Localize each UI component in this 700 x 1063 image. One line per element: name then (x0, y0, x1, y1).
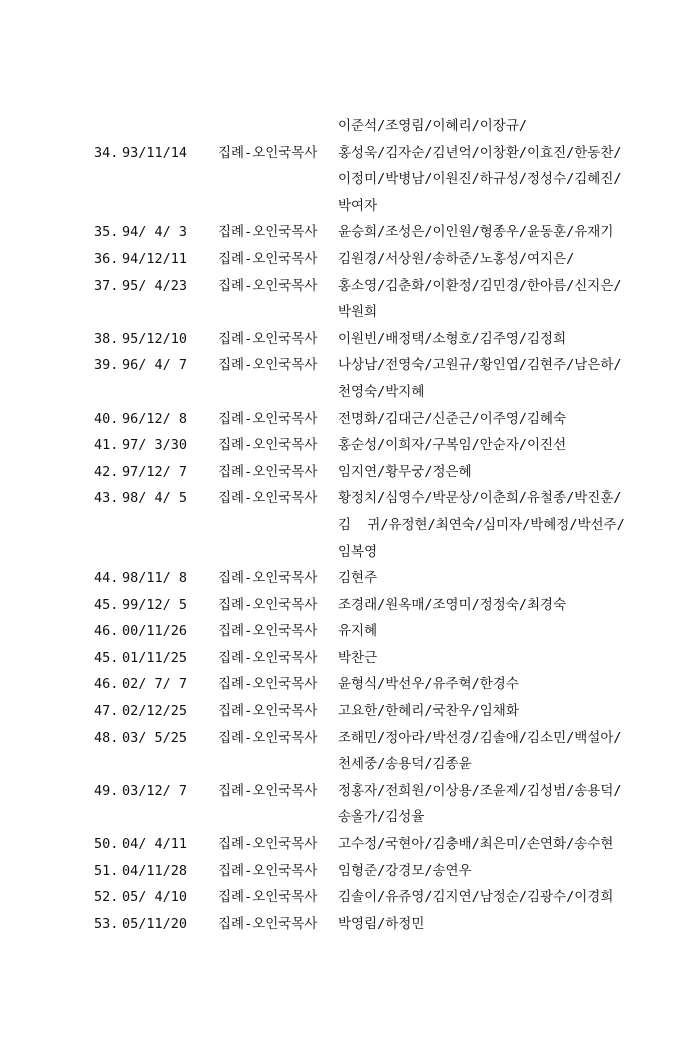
names-line: 홍성욱/김자순/김년억/이창환/이효진/한동찬/ (338, 144, 622, 161)
entry-names (338, 831, 684, 858)
entry-officiant: 집례-오인국목사 (218, 330, 318, 347)
record-entry (94, 911, 684, 938)
entry-number: 50. (94, 836, 119, 853)
record-entry (94, 831, 684, 858)
entry-names (338, 671, 684, 698)
entry-names (338, 432, 684, 459)
entry-date: 02/ 7/ 7 (122, 676, 188, 693)
entry-date: 04/11/28 (122, 862, 188, 879)
entry-date: 03/12/ 7 (122, 782, 188, 799)
record-entry (94, 778, 684, 831)
entry-officiant: 집례-오인국목사 (218, 437, 318, 454)
record-entry (94, 326, 684, 353)
record-entry (94, 113, 684, 140)
names-line: 유지혜 (338, 623, 378, 640)
entry-date: 03/ 5/25 (122, 729, 188, 746)
entry-officiant: 집례-오인국목사 (218, 836, 318, 853)
entry-number: 38. (94, 330, 119, 347)
entry-number: 41. (94, 437, 119, 454)
record-entry (94, 858, 684, 885)
entry-officiant: 집례-오인국목사 (218, 250, 318, 267)
entry-number: 51. (94, 862, 119, 879)
record-entry (94, 698, 684, 725)
entry-officiant: 집례-오인국목사 (218, 676, 318, 693)
entry-officiant: 집례-오인국목사 (218, 596, 318, 613)
entry-names (338, 406, 684, 433)
entry-officiant: 집례-오인국목사 (218, 649, 318, 666)
names-line: 조해민/정아라/박선경/김솔애/김소민/백설아/ (338, 729, 622, 746)
entry-names (338, 618, 684, 645)
record-entry (94, 140, 684, 220)
names-line: 박찬근 (338, 649, 378, 666)
entry-officiant: 집례-오인국목사 (218, 729, 318, 746)
baptism-record-list (94, 113, 684, 937)
record-entry (94, 618, 684, 645)
names-line: 이준석/조영림/이혜리/이장규/ (338, 118, 528, 134)
names-line: 윤승희/조성은/이인원/형종우/윤동훈/유재기 (338, 224, 614, 241)
entry-date: 93/11/14 (122, 144, 188, 161)
names-line: 고수정/국현아/김충배/최은미/손연화/송수현 (338, 836, 614, 853)
names-line: 김 귀/유정현/최연숙/심미자/박혜정/박선주/ (338, 516, 625, 533)
entry-date: 01/11/25 (122, 649, 188, 666)
names-line: 전명화/김대근/신준근/이주영/김혜숙 (338, 410, 567, 427)
entry-number: 44. (94, 570, 119, 587)
entry-officiant: 집례-오인국목사 (218, 570, 318, 587)
record-entry (94, 884, 684, 911)
names-line: 조경래/원옥매/조영미/정정숙/최경숙 (338, 596, 567, 613)
entry-date: 98/11/ 8 (122, 570, 188, 587)
entry-number: 53. (94, 915, 119, 932)
entry-names (338, 485, 684, 565)
entry-names (338, 645, 684, 672)
entry-date: 04/ 4/11 (122, 836, 188, 853)
entry-date: 94/12/11 (122, 250, 188, 267)
names-line: 김원경/서상원/송하준/노홍성/여지은/ (338, 250, 575, 267)
entry-number: 34. (94, 144, 119, 161)
entry-names (338, 884, 684, 911)
names-line: 박원희 (338, 304, 378, 321)
entry-names (338, 698, 684, 725)
entry-names (338, 273, 684, 326)
entry-number: 49. (94, 782, 119, 799)
entry-names (338, 140, 684, 220)
names-line: 이원빈/배정택/소형호/김주영/김정희 (338, 330, 567, 347)
entry-officiant: 집례-오인국목사 (218, 889, 318, 906)
entry-date: 99/12/ 5 (122, 596, 188, 613)
entry-names (338, 459, 684, 486)
entry-officiant: 집례-오인국목사 (218, 357, 318, 374)
entry-number: 48. (94, 729, 119, 746)
entry-names (338, 352, 684, 405)
entry-number: 40. (94, 410, 119, 427)
names-line: 임지연/황무궁/정은혜 (338, 463, 472, 480)
entry-number: 46. (94, 623, 119, 640)
record-entry (94, 592, 684, 619)
entry-date: 97/12/ 7 (122, 463, 188, 480)
entry-officiant: 집례-오인국목사 (218, 277, 318, 294)
entry-date: 96/12/ 8 (122, 410, 188, 427)
entry-number: 43. (94, 490, 119, 507)
names-line: 황정치/심영수/박문상/이춘희/유철종/박진훈/ (338, 490, 622, 507)
names-line: 홍순성/이희자/구복임/안순자/이진선 (338, 437, 567, 454)
record-entry (94, 352, 684, 405)
names-line: 김솔이/유쥬영/김지연/남정순/김광수/이경희 (338, 889, 614, 906)
entry-officiant: 집례-오인국목사 (218, 782, 318, 799)
names-line: 박여자 (338, 197, 378, 214)
record-entry (94, 725, 684, 778)
entry-officiant: 집례-오인국목사 (218, 915, 318, 932)
record-entry (94, 645, 684, 672)
names-line: 정홍자/전희원/이상용/조윤제/김성범/송용덕/ (338, 782, 622, 799)
record-entry (94, 246, 684, 273)
entry-names (338, 778, 684, 831)
entry-number: 35. (94, 224, 119, 241)
entry-date: 98/ 4/ 5 (122, 490, 188, 507)
entry-date: 96/ 4/ 7 (122, 357, 188, 374)
entry-officiant: 집례-오인국목사 (218, 623, 318, 640)
names-line: 박영림/하정민 (338, 915, 425, 932)
names-line: 윤형식/박선우/유주혁/한경수 (338, 676, 519, 693)
names-line: 홍소영/김춘화/이환정/김민경/한아름/신지은/ (338, 277, 622, 294)
entry-date: 94/ 4/ 3 (122, 224, 188, 241)
entry-date: 05/11/20 (122, 915, 188, 932)
entry-number: 46. (94, 676, 119, 693)
names-line: 천세중/송용덕/김종윤 (338, 756, 472, 773)
entry-officiant: 집례-오인국목사 (218, 703, 318, 720)
entry-number: 47. (94, 703, 119, 720)
names-line: 천영숙/박지혜 (338, 383, 425, 400)
entry-officiant: 집례-오인국목사 (218, 463, 318, 480)
names-line: 송올가/김성율 (338, 809, 425, 826)
entry-date: 97/ 3/30 (122, 437, 188, 454)
entry-date: 95/ 4/23 (122, 277, 188, 294)
record-entry (94, 459, 684, 486)
entry-date: 95/12/10 (122, 330, 188, 347)
entry-date: 00/11/26 (122, 623, 188, 640)
entry-number: 39. (94, 357, 119, 374)
entry-names (338, 326, 684, 353)
names-line: 김현주 (338, 570, 378, 587)
record-entry (94, 432, 684, 459)
entry-names (338, 565, 684, 592)
names-line: 고요한/한혜리/국찬우/임채화 (338, 703, 519, 720)
record-entry (94, 565, 684, 592)
entry-date: 05/ 4/10 (122, 889, 188, 906)
entry-names (338, 219, 684, 246)
entry-names (338, 246, 684, 273)
record-entry (94, 219, 684, 246)
entry-number: 36. (94, 250, 119, 267)
entry-officiant: 집례-오인국목사 (218, 490, 318, 507)
entry-number: 37. (94, 277, 119, 294)
entry-number: 45. (94, 649, 119, 666)
entry-date: 02/12/25 (122, 703, 188, 720)
entry-number: 45. (94, 596, 119, 613)
record-entry (94, 671, 684, 698)
entry-names (338, 725, 684, 778)
entry-names (338, 858, 684, 885)
record-entry (94, 406, 684, 433)
entry-number: 52. (94, 889, 119, 906)
entry-number: 42. (94, 463, 119, 480)
entry-names (338, 113, 684, 140)
record-entry (94, 273, 684, 326)
names-line: 임복영 (338, 543, 378, 560)
entry-officiant: 집례-오인국목사 (218, 224, 318, 241)
entry-officiant: 집례-오인국목사 (218, 144, 318, 161)
names-line: 임형준/강경모/송연우 (338, 862, 472, 879)
names-line: 나상남/전영숙/고원규/황인엽/김현주/남은하/ (338, 357, 622, 374)
entry-officiant: 집례-오인국목사 (218, 410, 318, 427)
entry-names (338, 592, 684, 619)
entry-names (338, 911, 684, 938)
record-entry (94, 485, 684, 565)
names-line: 이정미/박병남/이원진/하규성/정성수/김혜진/ (338, 171, 622, 188)
entry-officiant: 집례-오인국목사 (218, 862, 318, 879)
